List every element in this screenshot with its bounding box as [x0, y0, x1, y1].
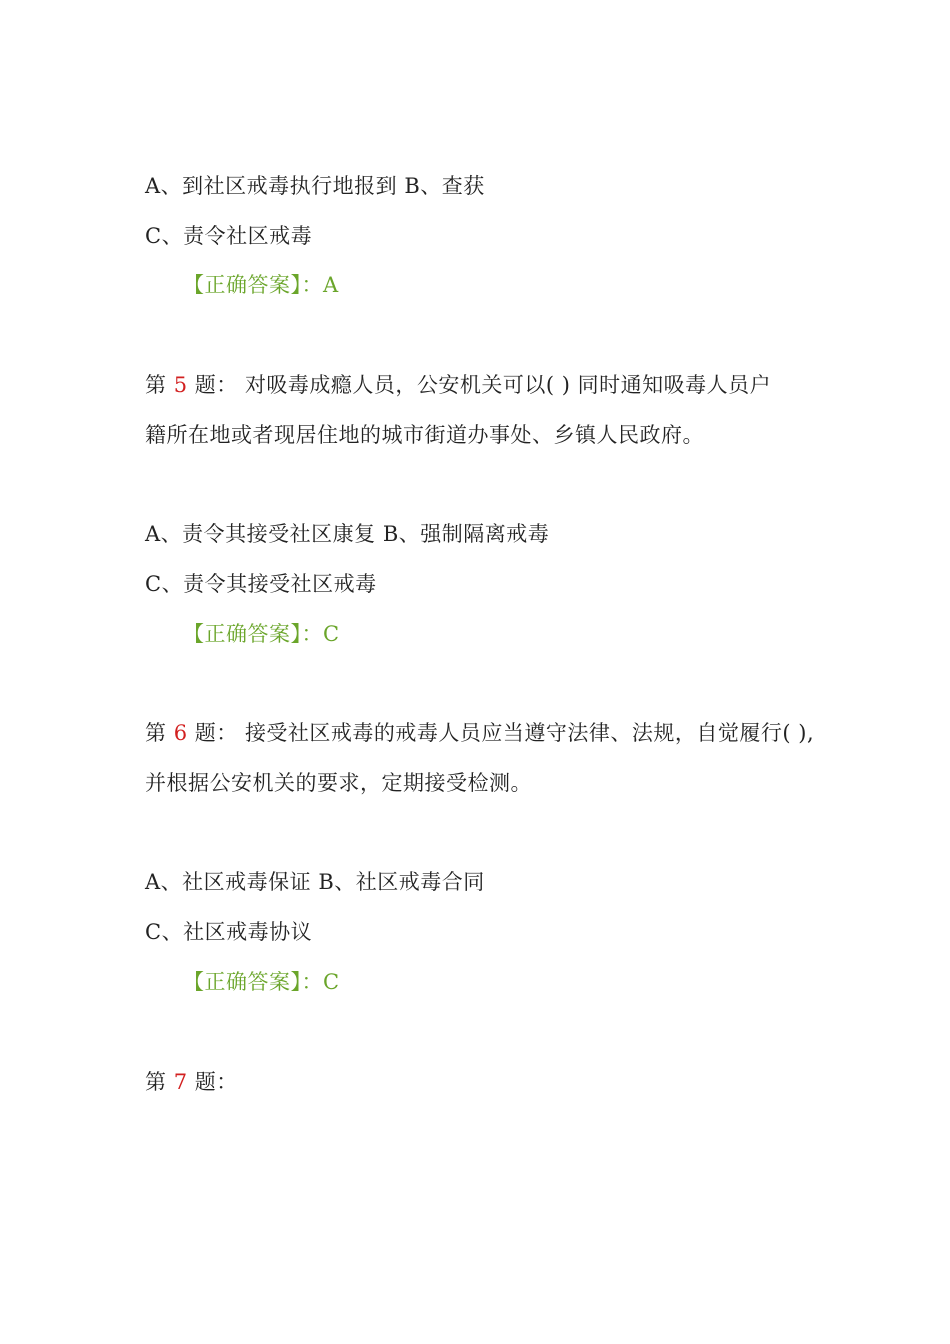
q7-prefix: 第: [145, 1070, 167, 1094]
q6-number: 6: [173, 721, 188, 745]
q5-question-line1: [145, 371, 771, 399]
q5-number: 5: [173, 373, 188, 397]
q6-question-line1: [145, 719, 814, 747]
q6-text-line1: 接受社区戒毒的戒毒人员应当遵守法律、法规，自觉履行( ),: [244, 721, 815, 745]
q5-text-line2: 籍所在地或者现居住地的城市街道办事处、乡镇人民政府。: [145, 423, 704, 447]
q5-text-line1: 对吸毒成瘾人员，公安机关可以( ) 同时通知吸毒人员户: [244, 373, 772, 397]
q6-correct-answer: 【正确答案】：C: [183, 970, 340, 994]
q6-prefix: 第: [145, 721, 167, 745]
q6-option-c: C、社区戒毒协议: [145, 920, 313, 944]
q4-correct-answer: 【正确答案】：A: [183, 273, 339, 297]
q5-options-ab: A、责令其接受社区康复 B、强制隔离戒毒: [145, 522, 550, 546]
q6-text-line2: 并根据公安机关的要求，定期接受检测。: [145, 771, 532, 795]
q5-option-c: C、责令其接受社区戒毒: [145, 572, 377, 596]
q7-question-line1: [145, 1068, 238, 1096]
q4-option-c: C、责令社区戒毒: [145, 224, 313, 248]
q7-suffix: 题：: [194, 1070, 238, 1094]
q6-suffix: 题：: [194, 721, 238, 745]
q5-prefix: 第: [145, 373, 167, 397]
q6-options-ab: A、社区戒毒保证 B、社区戒毒合同: [145, 870, 485, 894]
q5-suffix: 题：: [194, 373, 238, 397]
q4-options-ab: A、到社区戒毒执行地报到 B、查获: [145, 174, 485, 198]
q5-correct-answer: 【正确答案】：C: [183, 622, 340, 646]
q7-number: 7: [173, 1070, 188, 1094]
